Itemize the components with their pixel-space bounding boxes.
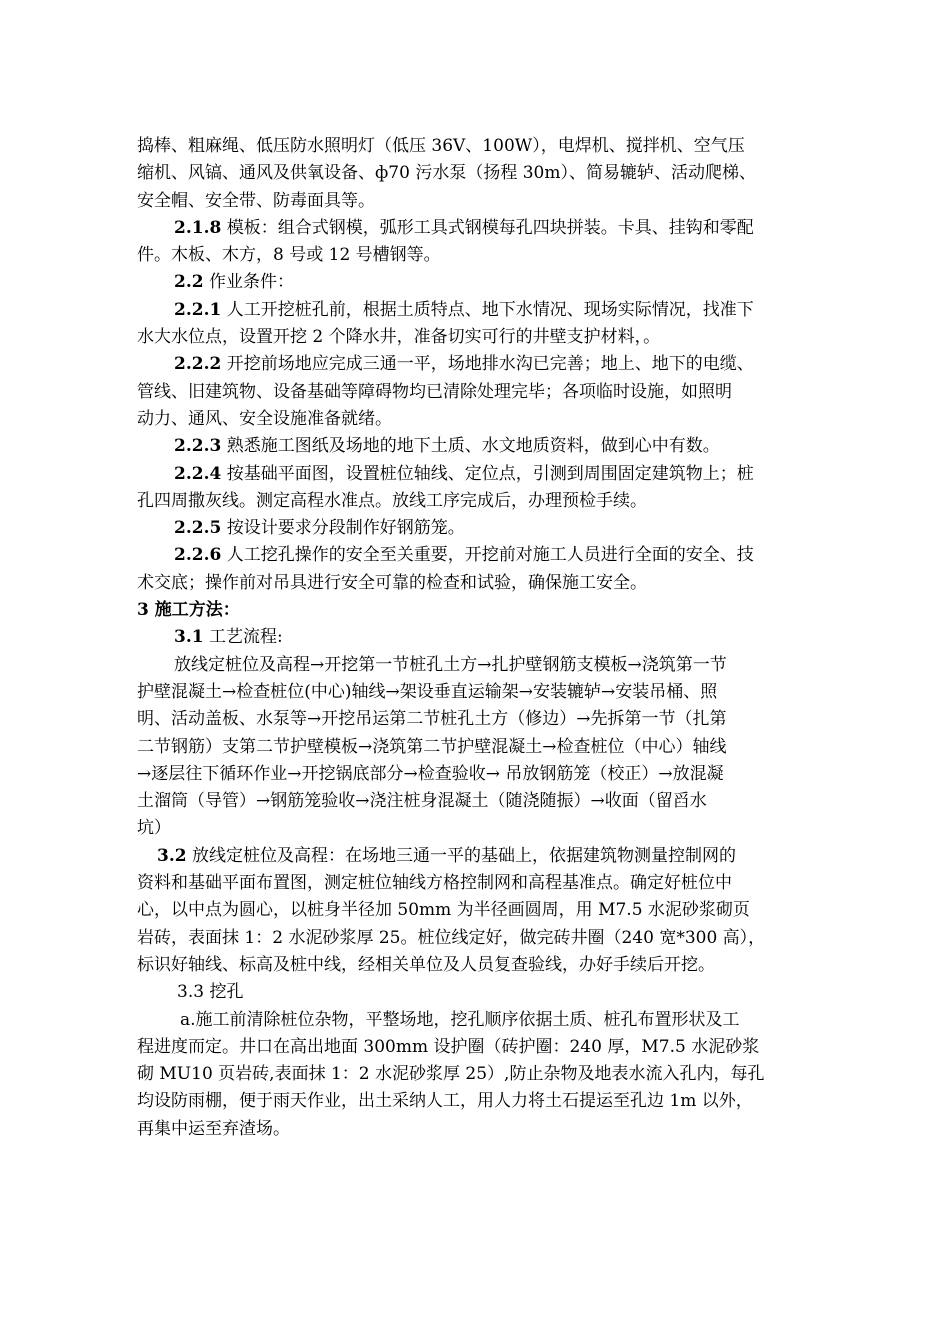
line-text: 心，以中点为圆心，以桩身半径加 50mm 为半径画圆周，用 M7.5 水泥砂浆砌页: [137, 900, 750, 921]
section-number: 2.1.8: [174, 217, 222, 238]
text-line: [137, 706, 820, 733]
text-line: [137, 1061, 820, 1088]
line-text: 孔四周撒灰线。测定高程水准点。放线工序完成后，办理预检手续。: [137, 490, 647, 511]
line-text: 资料和基础平面布置图，测定桩位轴线方格控制网和高程基准点。确定好桩位中: [137, 873, 732, 894]
text-line: [137, 652, 820, 679]
text-line: [137, 160, 820, 187]
section-heading: [137, 597, 820, 624]
text-line: [137, 515, 820, 542]
line-text: 开挖前场地应完成三通一平，场地排水沟已完善；地上、地下的电缆、: [221, 354, 754, 375]
text-line: [137, 242, 820, 269]
text-line: [137, 761, 820, 788]
text-line: [137, 461, 820, 488]
line-text: 放线定桩位及高程→开挖第一节桩孔土方→扎护壁钢筋支模板→浇筑第一节: [174, 654, 727, 675]
text-line: [137, 133, 820, 160]
line-text: 缩机、风镐、通风及供氧设备、ф70 污水泵（扬程 30m）、简易辘轳、活动爬梯、: [137, 163, 756, 184]
text-line: [137, 188, 820, 215]
text-line: [137, 843, 820, 870]
line-text: 模板：组合式钢模，弧形工具式钢模每孔四块拼装。卡具、挂钩和零配: [221, 217, 754, 238]
line-text: 土溜筒（导管）→钢筋笼验收→浇注桩身混凝土（随浇随振）→收面（留舀水: [137, 791, 707, 812]
text-line: [137, 870, 820, 897]
line-text: 按设计要求分段制作好钢筋笼。: [221, 518, 465, 539]
line-text: 熟悉施工图纸及场地的地下土质、水文地质资料，做到心中有数。: [221, 436, 720, 457]
heading-text: 施工方法：: [148, 600, 240, 621]
text-line: [137, 433, 820, 460]
line-text: 工艺流程:: [203, 627, 283, 648]
text-line: [137, 679, 820, 706]
text-line: [137, 488, 820, 515]
line-text: 二节钢筋）支第二节护壁模板→浇筑第二节护壁混凝土→检查桩位（中心）轴线: [137, 736, 727, 757]
line-text: 程进度而定。井口在高出地面 300mm 设护圈（砖护圈：240 厚，M7.5 水泥砂浆: [137, 1036, 760, 1057]
text-line: [137, 215, 820, 242]
line-text: 3.3 挖孔: [177, 982, 244, 1003]
line-text: 再集中运至弃渣场。: [137, 1118, 290, 1139]
line-text: 件。木板、木方，8 号或 12 号槽钢等。: [137, 245, 441, 266]
text-line: [137, 351, 820, 378]
line-text: 标识好轴线、标高及桩中线，经相关单位及人员复查验线，办好手续后开挖。: [137, 954, 715, 975]
text-line: [137, 379, 820, 406]
section-number: 2.2: [174, 272, 204, 293]
line-text: 动力、通风、安全设施准备就绪。: [137, 408, 392, 429]
line-text: 水大水位点，设置开挖 2 个降水井，准备切实可行的井壁支护材料，。: [137, 327, 661, 348]
line-text: 放线定桩位及高程：在场地三通一平的基础上，依据建筑物测量控制网的: [186, 845, 736, 866]
text-line: [137, 897, 820, 924]
line-text: 捣棒、粗麻绳、低压防水照明灯（低压 36V、100W），电焊机、搅拌机、空气压: [137, 136, 745, 156]
line-text: 砌 MU10 页岩砖,表面抹 1：2 水泥砂浆厚 25）,防止杂物及地表水流入孔内，每孔: [137, 1064, 765, 1085]
text-line: [137, 1034, 820, 1061]
line-text: 护壁混凝土→检查桩位(中心)轴线→架设垂直运输架→安装辘轳→安装吊桶、照: [137, 681, 718, 702]
text-line: [137, 788, 820, 815]
text-line: [137, 297, 820, 324]
line-text: 安全帽、安全带、防毒面具等。: [137, 190, 375, 211]
text-line: [137, 570, 820, 597]
line-text: 作业条件：: [203, 272, 294, 293]
line-text: →逐层往下循环作业→开挖锅底部分→检查验收→ 吊放钢筋笼（校正）→放混凝: [137, 763, 724, 784]
text-line: [137, 406, 820, 433]
section-number: 2.2.1: [174, 299, 222, 320]
text-line: [137, 542, 820, 569]
line-text: 人工开挖桩孔前，根据土质特点、地下水情况、现场实际情况，找准下: [221, 299, 754, 320]
line-text: 管线、旧建筑物、设备基础等障碍物均已清除处理完毕；各项临时设施，如照明: [137, 381, 732, 402]
line-text: 人工挖孔操作的安全至关重要，开挖前对施工人员进行全面的安全、技: [221, 545, 754, 566]
line-text: 明、活动盖板、水泵等→开挖吊运第二节桩孔土方（修边）→先拆第一节（扎第: [137, 709, 727, 730]
text-line: [137, 734, 820, 761]
text-line: [137, 925, 820, 952]
text-line: [137, 1088, 820, 1115]
line-text: 岩砖，表面抹 1：2 水泥砂浆厚 25。桩位线定好，做完砖井圈（240 宽*300 高），: [137, 927, 766, 948]
section-number: 2.2.5: [174, 518, 222, 539]
text-line: [137, 979, 820, 1006]
text-line: [137, 1007, 820, 1034]
section-number: 2.2.3: [174, 436, 222, 457]
section-number: 3.1: [174, 627, 204, 648]
section-number: 2.2.4: [174, 463, 222, 484]
text-line: [137, 1116, 820, 1143]
text-line: [137, 269, 820, 296]
text-line: [137, 624, 820, 651]
line-text: 术交底；操作前对吊具进行安全可靠的检查和试验，确保施工安全。: [137, 572, 647, 593]
text-line: [137, 324, 820, 351]
line-text: 均设防雨棚，便于雨天作业，出土采纳人工，用人力将土石提运至孔边 1m 以外，: [137, 1091, 753, 1112]
line-text: 按基础平面图，设置桩位轴线、定位点，引测到周围固定建筑物上；桩: [221, 463, 754, 484]
line-text: a.施工前清除桩位杂物，平整场地，挖孔顺序依据土质、桩孔布置形状及工: [180, 1009, 740, 1030]
text-line: [137, 952, 820, 979]
line-text: 坑）: [137, 818, 171, 839]
section-number: 2.2.2: [174, 354, 222, 375]
section-number: 2.2.6: [174, 545, 222, 566]
section-number: 3: [137, 600, 149, 621]
section-number: 3.2: [157, 845, 187, 866]
text-line: [137, 815, 820, 842]
